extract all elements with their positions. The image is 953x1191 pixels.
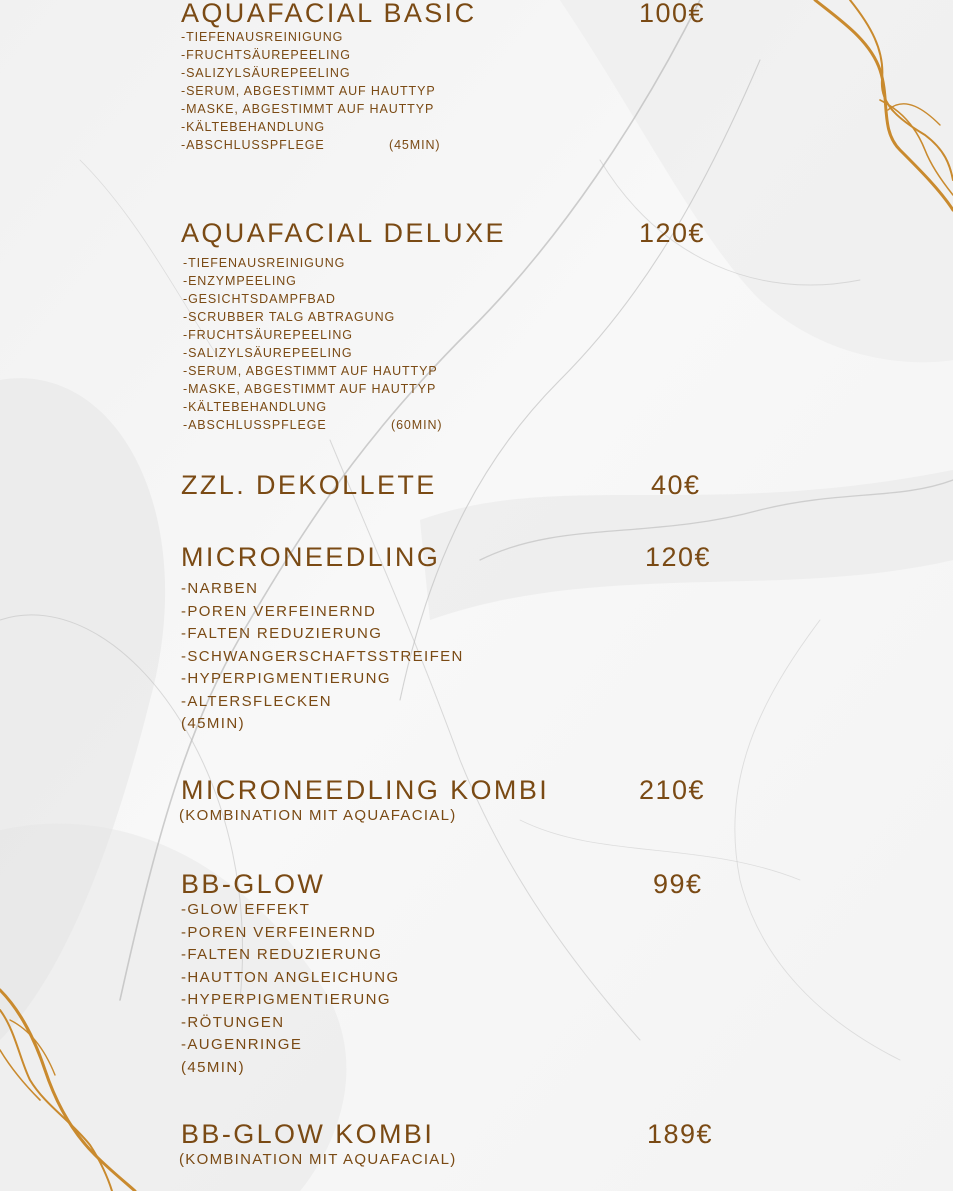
list-item: -RÖTUNGEN bbox=[181, 1013, 285, 1031]
list-item: -HAUTTON ANGLEICHUNG bbox=[181, 968, 400, 986]
list-item: -SERUM, ABGESTIMMT AUF HAUTTYP bbox=[181, 84, 436, 98]
list-item: -ALTERSFLECKEN bbox=[181, 692, 333, 710]
list-item: -HYPERPIGMENTIERUNG bbox=[181, 991, 391, 1008]
list-item: -POREN VERFEINERND bbox=[181, 602, 377, 620]
entry-subtitle: (KOMBINATION MIT AQUAFACIAL) bbox=[179, 807, 457, 824]
list-item: -FRUCHTSÄUREPEELING bbox=[181, 48, 351, 62]
list-item: -FALTEN REDUZIERUNG bbox=[181, 946, 383, 963]
entry-title: MICRONEEDLING bbox=[181, 542, 441, 572]
entry-duration: (45MIN) bbox=[181, 1058, 245, 1076]
list-item: -POREN VERFEINERND bbox=[181, 923, 377, 941]
list-item: -SCHWANGERSCHAFTSSTREIFEN bbox=[181, 647, 464, 665]
list-item bbox=[183, 416, 443, 434]
entry-price: 100€ bbox=[639, 0, 706, 28]
list-item: -AUGENRINGE bbox=[181, 1036, 303, 1053]
entry-items bbox=[181, 578, 464, 736]
list-item: -ENZYMPEELING bbox=[183, 274, 297, 288]
entry-items bbox=[181, 28, 441, 154]
list-item: -HYPERPIGMENTIERUNG bbox=[181, 670, 391, 687]
list-item: -SALIZYLSÄUREPEELING bbox=[183, 346, 353, 360]
entry-price: 210€ bbox=[639, 775, 706, 805]
entry-price: 120€ bbox=[639, 218, 706, 248]
list-item: -FALTEN REDUZIERUNG bbox=[181, 625, 383, 642]
entry-subtitle: (KOMBINATION MIT AQUAFACIAL) bbox=[179, 1151, 457, 1168]
entry-duration: (45MIN) bbox=[181, 715, 245, 732]
list-item: -MASKE, ABGESTIMMT AUF HAUTTYP bbox=[181, 102, 435, 116]
list-item-label: -ABSCHLUSSPFLEGE bbox=[183, 418, 327, 432]
entry-duration: (45MIN) bbox=[389, 138, 441, 152]
entry-price: 99€ bbox=[653, 869, 703, 899]
entry-title: AQUAFACIAL DELUXE bbox=[181, 218, 506, 248]
list-item: -TIEFENAUSREINIGUNG bbox=[181, 30, 344, 44]
list-item: -KÄLTEBEHANDLUNG bbox=[183, 400, 328, 414]
entry-title: BB-GLOW bbox=[181, 869, 326, 899]
list-item: -FRUCHTSÄUREPEELING bbox=[183, 328, 353, 342]
entry-duration: (60MIN) bbox=[391, 418, 443, 432]
list-item: -SALIZYLSÄUREPEELING bbox=[181, 66, 351, 80]
list-item bbox=[181, 136, 441, 154]
list-item-label: -ABSCHLUSSPFLEGE bbox=[181, 138, 325, 152]
entry-title: MICRONEEDLING KOMBI bbox=[181, 775, 550, 805]
entry-title: ZZL. DEKOLLETE bbox=[181, 470, 437, 500]
list-item: -SCRUBBER TALG ABTRAGUNG bbox=[183, 310, 396, 324]
entry-price: 189€ bbox=[647, 1119, 714, 1149]
list-item: -GLOW EFFEKT bbox=[181, 901, 311, 918]
entry-price: 40€ bbox=[651, 470, 701, 500]
list-item: -NARBEN bbox=[181, 580, 259, 597]
entry-items bbox=[181, 899, 400, 1079]
list-item: -SERUM, ABGESTIMMT AUF HAUTTYP bbox=[183, 364, 438, 378]
list-item: -MASKE, ABGESTIMMT AUF HAUTTYP bbox=[183, 382, 437, 396]
list-item: -GESICHTSDAMPFBAD bbox=[183, 292, 336, 306]
entry-title: BB-GLOW KOMBI bbox=[181, 1119, 435, 1149]
list-item: -KÄLTEBEHANDLUNG bbox=[181, 120, 326, 134]
entry-title: AQUAFACIAL BASIC bbox=[181, 0, 477, 28]
entry-price: 120€ bbox=[645, 542, 712, 572]
entry-items bbox=[183, 254, 443, 434]
list-item: -TIEFENAUSREINIGUNG bbox=[183, 256, 346, 270]
